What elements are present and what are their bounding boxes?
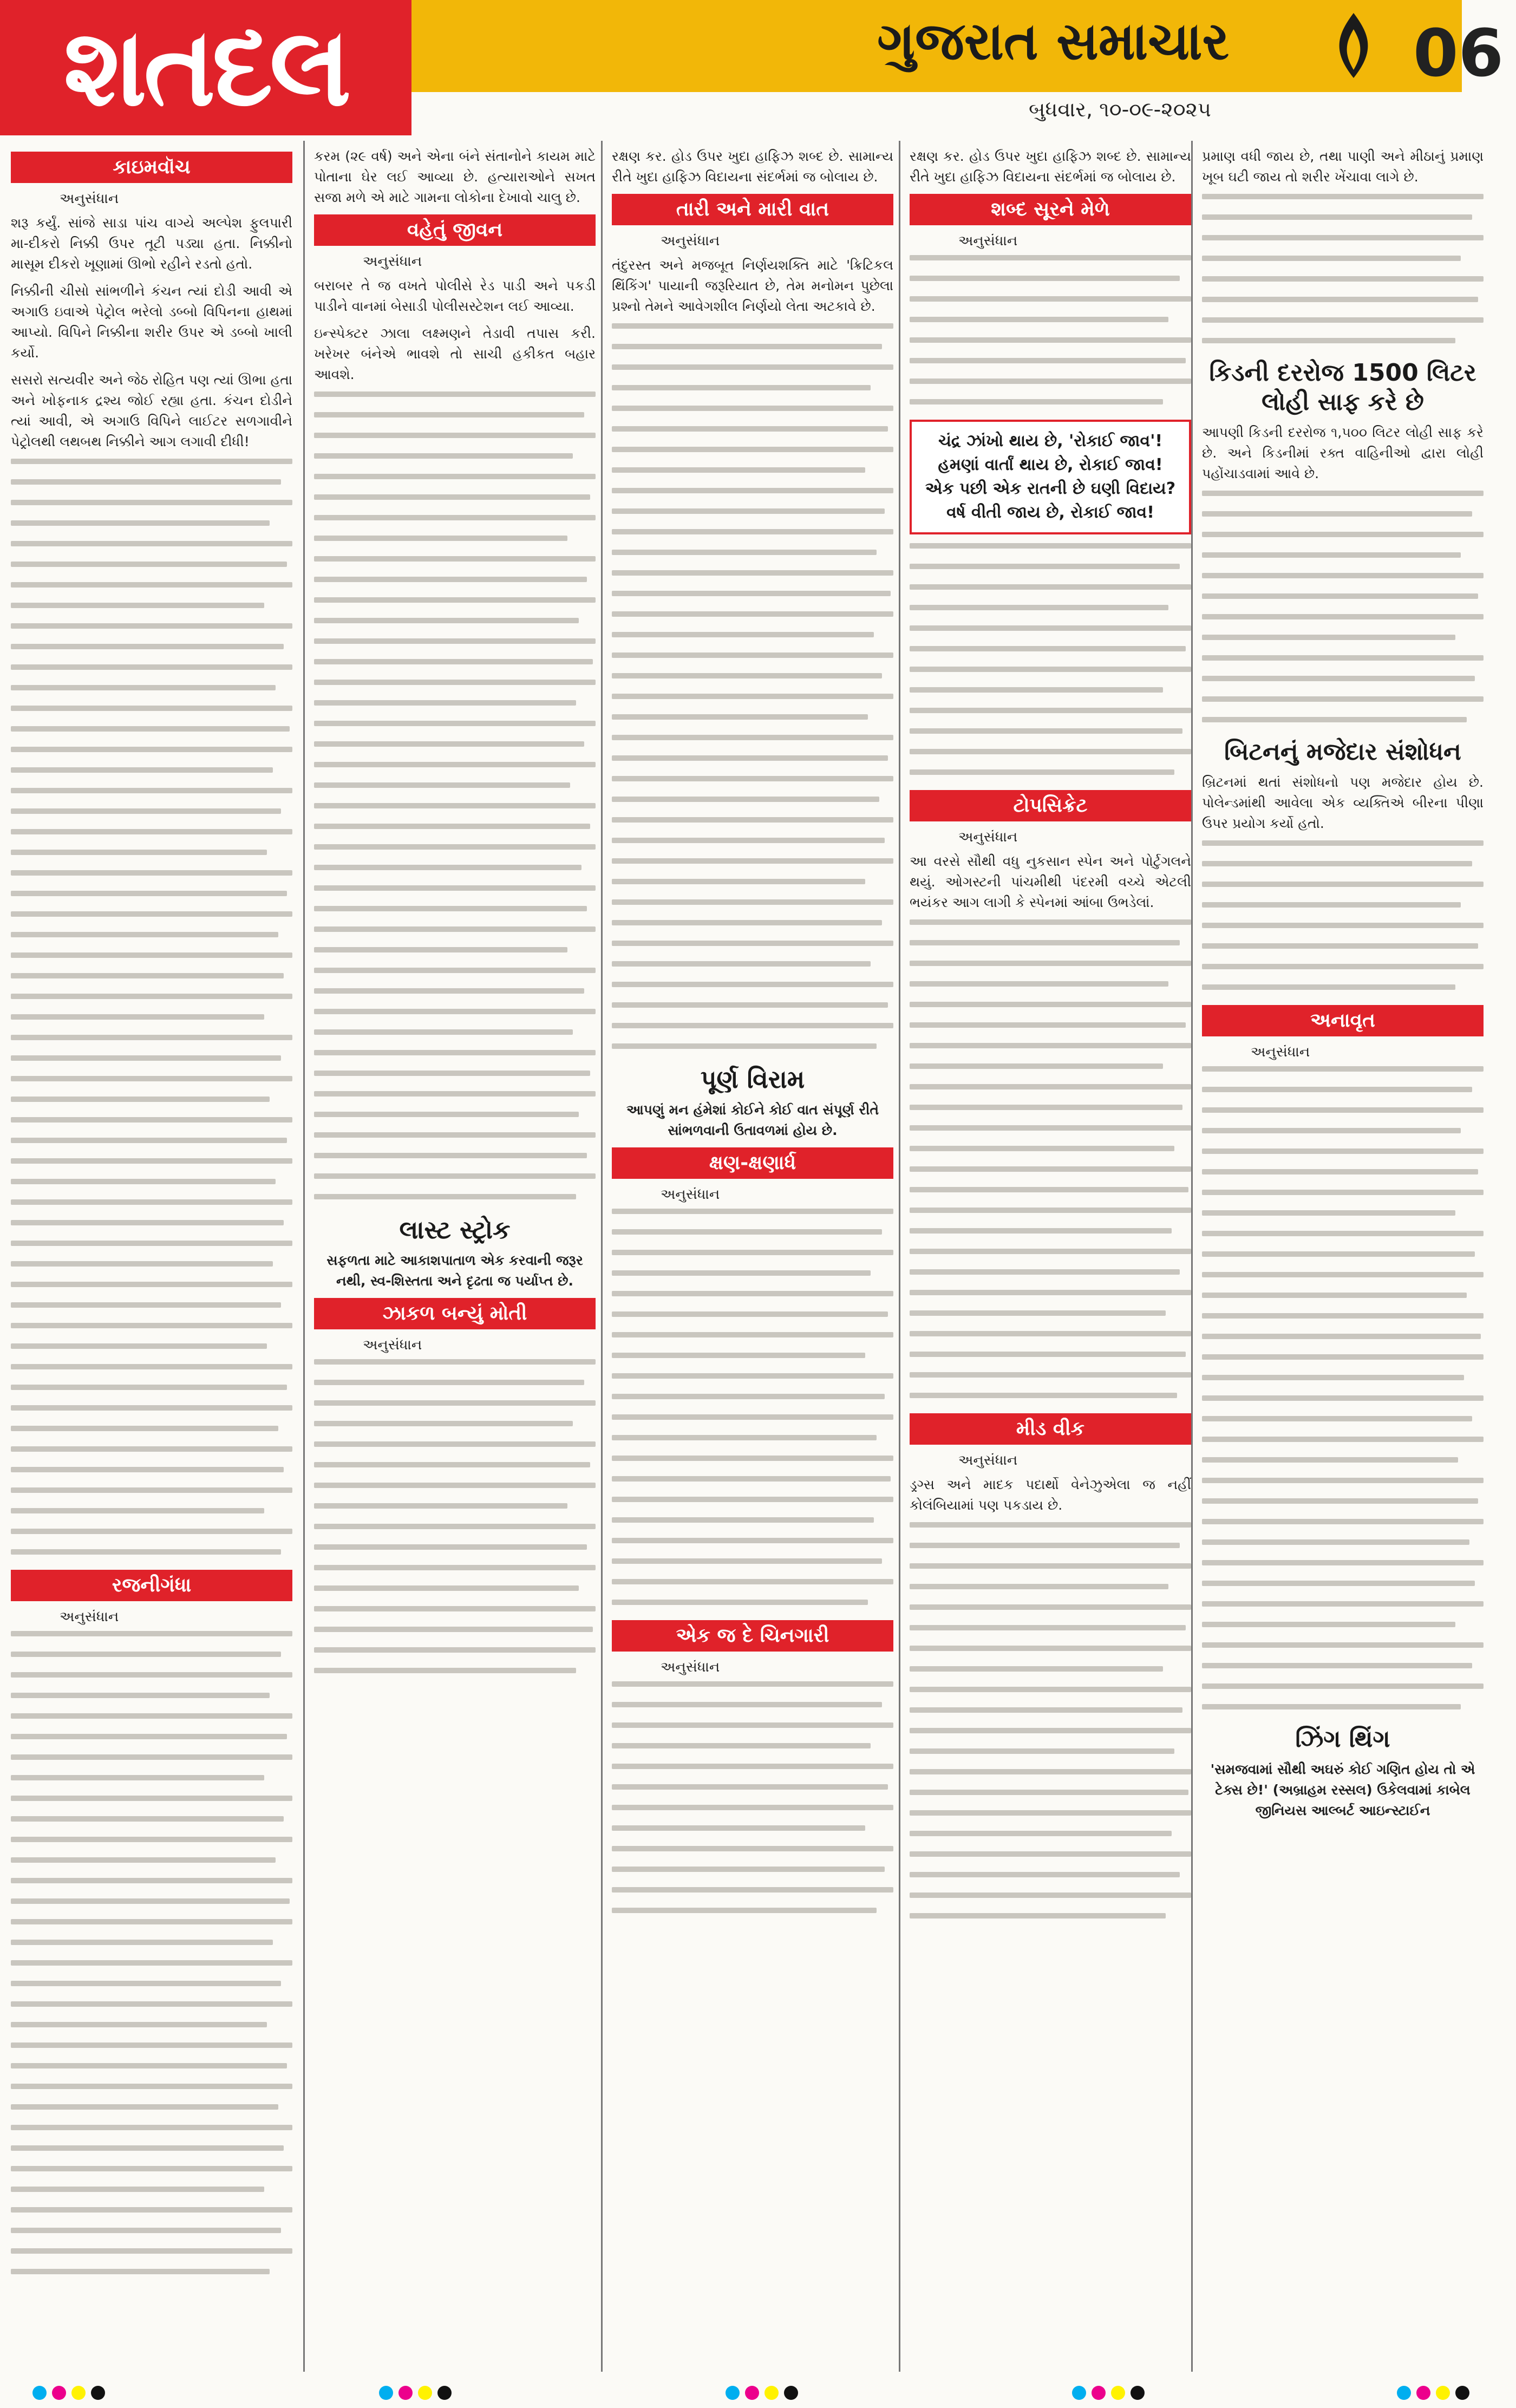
article-paragraph: સસરો સત્યવીર અને જેઠ રોહિત પણ ત્યાં ઊભા હતા અને ખોફનાક દ્રશ્ય જોઈ રહ્યા હતા. કંચન દોડીને ત્યાં આવી, એ અગાઉ વિપિને લાઈટર સળગાવીને પેટ્રોલથી લથબથ નિક્કીને આગ લગાવી દીધી! — [11, 372, 292, 449]
color-dots — [1072, 2386, 1145, 2400]
byline: અનુસંધાન — [1251, 1044, 1310, 1060]
column-rule — [303, 141, 305, 2372]
section-header: તારી અને મારી વાત — [612, 194, 893, 225]
column-4 — [910, 146, 1191, 1934]
text-block — [612, 1681, 893, 1913]
article-paragraph: આપણી કિડની દરરોજ ૧,૫૦૦ લિટર લોહી સાફ કરે છે. અને કિડનીમાં રક્ત વાહિનીઓ દ્વારા લોહી પહોંચાડવામાં આવે છે. — [1202, 425, 1484, 481]
article-paragraph: ઇન્સ્પેક્ટર ઝાલા લક્ષ્મણને તેડાવી તપાસ કરી. ખરેખર બંનેએ ભાવશે તો સાચી હકીકત બહાર આવશે. — [314, 325, 596, 382]
text-block — [11, 1631, 292, 2274]
text-block — [314, 391, 596, 1199]
caption-text: આપણું મન હંમેશાં કોઈને કોઈ વાત સંપૂર્ણ રીતે સાંભળવાની ઉતાવળમાં હોય છે. — [626, 1102, 879, 1138]
page-number: 06 — [1413, 16, 1504, 92]
text-block — [1202, 840, 1484, 990]
byline: અનુસંધાન — [958, 829, 1018, 845]
section-header: અનાવૃત — [1202, 1005, 1484, 1036]
section-header: મીડ વીક — [910, 1413, 1191, 1445]
poem-box — [910, 420, 1191, 534]
headline: કિડની દરરોજ 1500 લિટર લોહી સાફ કરે છે — [1209, 359, 1476, 416]
quote-text: 'સમજવામાં સૌથી અઘરું કોઈ ગણિત હોય તો એ ટેક્સ છે!' (અબ્રાહમ રસ્સલ) ઉકેલવામાં કાબેલ જીનિયસ આલ્બર્ટ આઇન્સ્ટાઈન — [1210, 1761, 1475, 1818]
text-block — [11, 459, 292, 1555]
color-dots — [32, 2386, 105, 2400]
color-registration-bar — [0, 2383, 1516, 2408]
poem-line: ચંદ્ર ઝાંખો થાય છે, 'રોકાઈ જાવ'! — [938, 432, 1163, 451]
poem-line: એક પછી એક રાતની છે ઘણી વિદાય? — [925, 479, 1176, 498]
text-block — [612, 1209, 893, 1605]
section-header: રજનીગંધા — [11, 1570, 292, 1601]
byline: અનુસંધાન — [661, 1186, 720, 1203]
article-paragraph: રક્ષણ કર. હોડ ઉપર ખુદા હાફિઝ શબ્દ છે. સામાન્ય રીતે ખુદા હાફિઝ વિદાયના સંદર્ભમાં જ બોલાય છે. — [612, 148, 893, 185]
column-rule — [1191, 141, 1193, 2372]
byline: અનુસંધાન — [661, 233, 720, 249]
byline: અનુસંધાન — [363, 1337, 422, 1353]
text-block — [910, 255, 1191, 404]
color-dots — [1397, 2386, 1469, 2400]
column-5 — [1202, 146, 1484, 1828]
article-paragraph: નિક્કીની ચીસો સાંભળીને કંચન ત્યાં દોડી આવી એ અગાઉ ઇવાએ પેટ્રોલ ભરેલો ડબ્બો વિપિનના હાથમાં આપ્યો. વિપિને નિક્કીના શરીર ઉપર એ ડબ્બો ખાલી કર્યો. — [11, 283, 292, 361]
article-paragraph: ડ્રગ્સ અને માદક પદાર્થો વેનેઝુએલા જ નહીં કોલંબિયામાં પણ પકડાય છે. — [910, 1477, 1191, 1513]
title-band — [411, 0, 1462, 92]
section-header: વહેતું જીવન — [314, 214, 596, 246]
caption-heading: પૂર્ણ વિરામ — [700, 1065, 805, 1094]
article-paragraph: તંદુરસ્ત અને મજબૂત નિર્ણયશક્તિ માટે 'ક્રિટિકલ થિંકિંગ' પાયાની જરૂરિયાત છે, તેમ મનોમન પુછેલા પ્રશ્નો તેમને આવેગશીલ નિર્ણયો લેતા અટકાવે છે. — [612, 257, 893, 314]
column-2 — [314, 146, 596, 1688]
byline: અનુસંધાન — [60, 191, 119, 207]
byline: અનુસંધાન — [958, 1452, 1018, 1469]
section-header: કાઇમવૉચ — [11, 152, 292, 183]
article-paragraph: રક્ષણ કર. હોડ ઉપર ખુદા હાફિઝ શબ્દ છે. સામાન્ય રીતે ખુદા હાફિઝ વિદાયના સંદર્ભમાં જ બોલાય છે. — [910, 148, 1191, 185]
column-3 — [612, 146, 893, 1928]
text-block — [314, 1359, 596, 1673]
column-1 — [11, 146, 292, 2289]
section-header: ઝાકળ બન્યું મોતી — [314, 1298, 596, 1329]
article-paragraph: બરાબર તે જ વખતે પોલીસે રેડ પાડી અને પકડી પાડીને વાનમાં બેસાડી પોલીસસ્ટેશન લઈ આવ્યા. — [314, 278, 596, 314]
text-block — [612, 323, 893, 1049]
poem-line: વર્ષ વીતી જાય છે, રોકાઈ જાવ! — [946, 503, 1154, 522]
section-header: ટોપસિક્રેટ — [910, 790, 1191, 821]
section-header: એક જ દે ચિનગારી — [612, 1620, 893, 1652]
article-paragraph: પ્રમાણ વધી જાય છે, તથા પાણી અને મીઠાનું પ્રમાણ ખૂબ ઘટી જાય તો શરીર ખેંચાવા લાગે છે. — [1202, 148, 1484, 185]
text-block — [1202, 1066, 1484, 1709]
article-paragraph: કરમ (૨૯ વર્ષ) અને એના બંને સંતાનોને કાયમ માટે પોતાના ઘેર લઈ આવ્યા છે. હત્યારાઓને સખત સજા મળે એ માટે ગામના લોકોના દેખાવો ચાલુ છે. — [314, 148, 596, 205]
text-block — [910, 919, 1191, 1398]
byline: અનુસંધાન — [958, 233, 1018, 249]
article-paragraph: બ્રિટનમાં થતાં સંશોધનો પણ મજેદાર હોય છે. પોલેન્ડમાંથી આવેલા એક વ્યક્તિએ બીરના પીણા ઉપર પ્રયોગ કર્યો હતો. — [1202, 774, 1484, 831]
column-rule — [899, 141, 900, 2372]
byline: અનુસંધાન — [661, 1659, 720, 1675]
text-block — [1202, 491, 1484, 722]
column-rule — [601, 141, 603, 2372]
byline: અનુસંધાન — [363, 253, 422, 270]
article-paragraph: શરૂ કર્યું. સાંજે સાડા પાંચ વાગ્યે અલ્પેશ ફુલપારી મા-દીકરો નિક્કી ઉપર તૂટી પડ્યા હતા. નિક્કીનો માસૂમ દીકરો ખૂણામાં ઊભો રહીને રડતો હતો. — [11, 215, 292, 272]
section-brand — [0, 0, 411, 135]
section-header: લાસ્ટ સ્ટ્રોક — [399, 1215, 511, 1244]
paper-name: ગુજરાત સમાચાર — [877, 11, 1230, 71]
flame-logo-icon — [1321, 8, 1386, 83]
text-block — [1202, 194, 1484, 343]
article-paragraph: આ વરસે સૌથી વધુ નુકસાન સ્પેન અને પોર્ટુગલને થયું. ઓગસ્ટની પાંચમીથી પંદરમી વચ્ચે એટલી ભયંકર આગ લાગી કે સ્પેનમાં આંબા ઉભડેલાં. — [910, 853, 1191, 910]
byline: અનુસંધાન — [60, 1609, 119, 1625]
section-brand-text: શતદલ — [63, 4, 348, 130]
poem-line: હમણાં વાર્તાં થાય છે, રોકાઈ જાવ! — [938, 455, 1163, 474]
color-dots — [379, 2386, 452, 2400]
headline: બિટનનું મજેદાર સંશોધન — [1224, 738, 1461, 766]
text-block — [910, 543, 1191, 775]
headline: ઝિંગ થિંગ — [1295, 1725, 1390, 1753]
section-header: ક્ષણ-ક્ષણાર્ધ — [612, 1147, 893, 1179]
section-header: શબ્દ સૂરને મેળે — [910, 194, 1191, 225]
color-dots — [726, 2386, 798, 2400]
dateline: બુધવાર, ૧૦-૦૯-૨૦૨૫ — [1029, 97, 1211, 121]
text-block — [910, 1522, 1191, 1918]
masthead — [0, 0, 1516, 135]
pull-quote: સફળતા માટે આકાશપાતાળ એક કરવાની જરૂર નથી, સ્વ-શિસ્તતા અને દૃઢતા જ પર્યાપ્ત છે. — [326, 1252, 583, 1289]
